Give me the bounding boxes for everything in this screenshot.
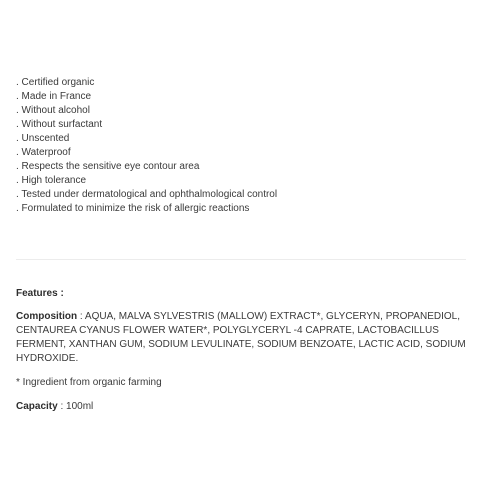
capacity-text [16, 400, 93, 414]
list-item: . High tolerance [16, 175, 87, 186]
product-properties-list [16, 76, 277, 216]
organic-farming-note: * Ingredient from organic farming [16, 377, 162, 388]
composition-value: : AQUA, MALVA SYLVESTRIS (MALLOW) EXTRACT*, GLYCERYN, PROPANEDIOL, CENTAUREA CYANUS FLOWER WATER*, POLYGLYCERYL -4 CAPRATE, LACTOBACILLUS FERMENT, XANTHAN GUM, SODIUM LEVULINATE, SODIUM BENZOATE, LACTIC ACID, SODIUM HYDROXIDE. [16, 311, 466, 364]
capacity-value: : 100ml [57, 401, 94, 412]
list-item: . Certified organic [16, 77, 95, 88]
section-divider [16, 259, 466, 260]
list-item: . Without surfactant [16, 119, 103, 130]
list-item: . Made in France [16, 91, 92, 102]
capacity-label: Capacity [16, 401, 58, 412]
list-item: . Unscented [16, 133, 70, 144]
list-item: . Without alcohol [16, 105, 90, 116]
composition-label: Composition [16, 311, 78, 322]
composition-text [16, 310, 478, 366]
features-heading: Features : [16, 288, 64, 299]
list-item: . Respects the sensitive eye contour area [16, 161, 200, 172]
list-item: . Tested under dermatological and ophthalmological control [16, 189, 278, 200]
list-item: . Formulated to minimize the risk of allergic reactions [16, 203, 250, 214]
list-item: . Waterproof [16, 147, 71, 158]
